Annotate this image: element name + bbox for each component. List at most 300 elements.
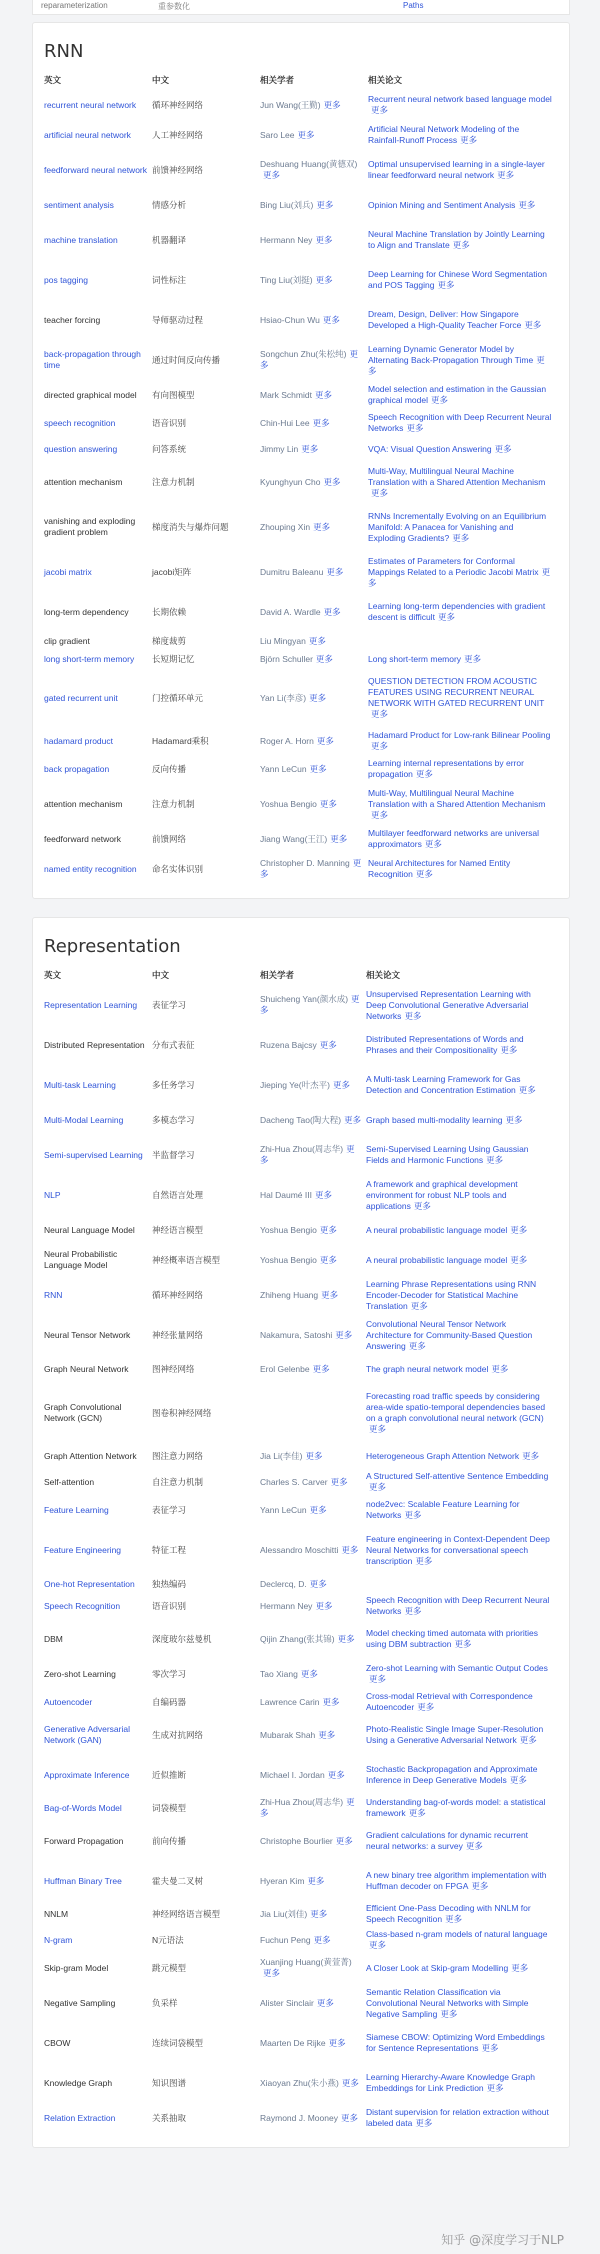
scholar-name[interactable]: Songchun Zhu(朱松纯): [260, 349, 347, 359]
scholar-more-link[interactable]: 更多: [327, 1769, 345, 1780]
paper-more-link[interactable]: 更多: [511, 1962, 529, 1973]
paper-more-link[interactable]: 更多: [505, 1114, 523, 1125]
paper-title-link[interactable]: Convolutional Neural Tensor Network Architecture for Community-Based Question Answering: [366, 1318, 533, 1351]
scholar-more-link[interactable]: 更多: [316, 199, 334, 210]
term-en[interactable]: long short-term memory: [44, 653, 135, 664]
paper-title-link[interactable]: A Structured Self-attentive Sentence Embedding: [366, 1471, 549, 1481]
paper-title-link[interactable]: Hadamard Product for Low-rank Bilinear Pooling: [368, 730, 551, 740]
scholar-more-link[interactable]: 更多: [309, 692, 327, 703]
scholar-more-link[interactable]: 更多: [305, 1450, 323, 1461]
paper-more-link[interactable]: 更多: [415, 869, 433, 879]
scholar-more-link[interactable]: 更多: [321, 1289, 339, 1300]
scholar-name[interactable]: Christophe Bourlier: [260, 1835, 333, 1846]
paper-more-link[interactable]: 更多: [491, 1363, 509, 1374]
scholar-more-link[interactable]: 更多: [323, 99, 341, 110]
table-header-row: [44, 967, 556, 985]
paper-more-link[interactable]: 更多: [368, 566, 551, 588]
paper-cell: [368, 552, 556, 592]
scholar-cell: [260, 1525, 366, 1575]
scholar-name[interactable]: Jia Li(李佳): [260, 1450, 303, 1461]
paper-more-link[interactable]: 更多: [369, 1482, 387, 1492]
term-zh: 表征学习: [152, 1504, 187, 1515]
scholar-cell: [260, 552, 368, 592]
paper-title-link[interactable]: node2vec: Scalable Feature Learning for Networks: [366, 1499, 520, 1520]
scholar-more-link[interactable]: 更多: [315, 234, 333, 245]
scholar-name[interactable]: Yann LeCun: [260, 1504, 307, 1515]
scholar-cell: [260, 1953, 366, 1983]
term-en[interactable]: hadamard product: [44, 735, 113, 746]
paper-title-link[interactable]: Long short-term memory: [368, 653, 462, 664]
paper-more-link[interactable]: 更多: [440, 2008, 458, 2019]
scholar-name[interactable]: David A. Wardle: [260, 606, 321, 617]
paper-more-link[interactable]: 更多: [452, 240, 470, 250]
paper-title-link[interactable]: A neural probabilistic language model: [366, 1224, 508, 1235]
scholar-cell: [260, 2063, 366, 2103]
term-zh: 图注意力网络: [152, 1450, 204, 1461]
scholar-cell: [260, 1105, 366, 1135]
scholar-more-link[interactable]: 更多: [319, 1224, 337, 1235]
paper-more-link[interactable]: 更多: [408, 1340, 426, 1351]
paper-title-link[interactable]: Graph based multi-modality learning: [366, 1114, 503, 1125]
paper-title-link[interactable]: Estimates of Parameters for Conformal Mappings Related to a Periodic Jacobi Matrix: [368, 555, 539, 577]
paper-cell: [366, 1215, 556, 1245]
scholar-name[interactable]: Fuchun Peng: [260, 1934, 311, 1945]
scholar-name[interactable]: Lawrence Carin: [260, 1696, 320, 1707]
paper-title-link[interactable]: Learning Hierarchy-Aware Knowledge Graph Embeddings for Link Prediction: [366, 2072, 535, 2093]
scholar-cell: [260, 1245, 366, 1275]
paper-more-link[interactable]: 更多: [408, 1808, 426, 1818]
term-en: teacher forcing: [44, 314, 101, 325]
term-en: Graph Attention Network: [44, 1450, 137, 1461]
term-en[interactable]: feedforward neural network: [44, 164, 148, 175]
term-en[interactable]: Multi-task Learning: [44, 1079, 116, 1090]
header-scholar: 相关学者: [260, 75, 295, 85]
paper-title-link[interactable]: Unsupervised Representation Learning with Deep Convolutional Generative Adversarial Networks: [366, 988, 531, 1021]
scholar-more-link[interactable]: 更多: [260, 1144, 355, 1165]
scholar-name[interactable]: Zhouping Xin: [260, 521, 311, 532]
paper-more-link[interactable]: 更多: [518, 199, 536, 210]
scholar-more-link[interactable]: 更多: [263, 170, 281, 180]
scholar-name[interactable]: Yan Li(李彦): [260, 692, 307, 703]
paper-title-link[interactable]: Photo-Realistic Single Image Super-Resolution Using a Generative Adversarial Network: [366, 1724, 544, 1745]
term-zh: 注意力机制: [152, 798, 195, 809]
scholar-more-link[interactable]: 更多: [330, 1476, 348, 1487]
term-en[interactable]: One-hot Representation: [44, 1578, 135, 1589]
paper-more-link[interactable]: 更多: [510, 1254, 528, 1265]
scholar-name[interactable]: Jun Wang(王勤): [260, 99, 321, 110]
paper-cell: [368, 190, 556, 220]
scholar-name[interactable]: Hal Daumé III: [260, 1189, 312, 1200]
scholar-more-link[interactable]: 更多: [260, 994, 360, 1015]
paper-title-link[interactable]: Dream, Design, Deliver: How Singapore Developed a High-Quality Teacher Force: [368, 309, 522, 330]
scholar-name[interactable]: Raymond J. Mooney: [260, 2112, 338, 2123]
paper-title-link[interactable]: A framework and graphical development environment for robust NLP tools and applications: [366, 1178, 518, 1211]
paper-title-link[interactable]: Semantic Relation Classification via Convolutional Neural Networks with Simple Negative Sampling: [366, 1986, 529, 2019]
paper-cell: [368, 340, 556, 380]
paper-more-link[interactable]: 更多: [500, 1045, 518, 1055]
scholar-more-link[interactable]: 更多: [315, 1600, 333, 1611]
scholar-more-link[interactable]: 更多: [313, 521, 331, 532]
paper-title-link[interactable]: Forecasting road traffic speeds by considering area-wide spatio-temporal dependencies based on a graph convolutional neural network (GCN): [366, 1391, 546, 1423]
scholar-name[interactable]: Christopher D. Manning: [260, 858, 350, 868]
scholar-more-link[interactable]: 更多: [316, 735, 334, 746]
scholar-more-link[interactable]: 更多: [318, 1729, 336, 1740]
scholar-cell: [260, 1215, 366, 1245]
scholar-name[interactable]: Alister Sinclair: [260, 1997, 314, 2008]
scholar-more-link[interactable]: 更多: [335, 1329, 353, 1340]
scholar-name[interactable]: Ting Liu(刘挺): [260, 274, 313, 285]
paper-cell: [366, 1275, 556, 1315]
table-row: [44, 220, 556, 260]
scholar-more-link[interactable]: 更多: [314, 389, 332, 400]
scholar-name[interactable]: Chin-Hui Lee: [260, 417, 310, 428]
paper-title-link[interactable]: Distributed Representations of Words and Phrases and their Compositionality: [366, 1034, 524, 1055]
paper-more-link[interactable]: 更多: [410, 1300, 428, 1311]
paper-title-link[interactable]: Deep Learning for Chinese Word Segmentation and POS Tagging: [368, 269, 547, 290]
scholar-name[interactable]: Jiang Wang(王江): [260, 833, 328, 844]
scholar-more-link[interactable]: 更多: [341, 2077, 359, 2088]
scholar-name[interactable]: Roger A. Horn: [260, 735, 314, 746]
scholar-name[interactable]: Bing Liu(刘兵): [260, 199, 314, 210]
paper-title-link[interactable]: Learning Phrase Representations using RNN Encoder-Decoder for Statistical Machine Translation: [366, 1278, 537, 1311]
paper-more-link[interactable]: 更多: [494, 443, 512, 454]
paper-more-link[interactable]: 更多: [371, 809, 389, 820]
term-en[interactable]: Representation Learning: [44, 999, 138, 1010]
scholar-name[interactable]: Charles S. Carver: [260, 1476, 328, 1487]
scholar-more-link[interactable]: 更多: [308, 635, 326, 646]
scholar-name[interactable]: Declercq, D.: [260, 1578, 307, 1589]
paper-cell: [368, 784, 556, 824]
term-en[interactable]: back-propagation through time: [44, 349, 141, 370]
paper-more-link[interactable]: 更多: [481, 2043, 499, 2053]
paper-more-link[interactable]: 更多: [497, 170, 515, 180]
scholar-name[interactable]: Hsiao-Chun Wu: [260, 314, 320, 325]
paper-more-link[interactable]: 更多: [404, 1510, 422, 1520]
paper-more-link[interactable]: 更多: [404, 1606, 422, 1616]
paper-title-link[interactable]: Learning long-term dependencies with gradient descent is difficult: [368, 601, 546, 622]
watermark: 知乎 @深度学习于NLP: [441, 2233, 564, 2247]
scholar-more-link[interactable]: 更多: [340, 2112, 358, 2123]
scholar-name[interactable]: Ruzena Bajcsy: [260, 1039, 317, 1050]
paper-title-link[interactable]: Understanding bag-of-words model: a statistical framework: [366, 1797, 546, 1818]
scholar-name[interactable]: Zhi-Hua Zhou(周志华): [260, 1144, 344, 1154]
scholar-name[interactable]: Deshuang Huang(黄德双): [260, 159, 358, 169]
paper-title-link[interactable]: A Multi-task Learning Framework for Gas Detection and Concentration Estimation: [366, 1074, 521, 1095]
scholar-name[interactable]: Hyeran Kim: [260, 1875, 305, 1886]
scholar-more-link[interactable]: 更多: [328, 2037, 346, 2048]
paper-title-link[interactable]: Artificial Neural Network Modeling of the Rainfall-Runoff Process: [368, 124, 520, 145]
section-title: RNN: [44, 41, 84, 62]
scholar-more-link[interactable]: 更多: [315, 653, 333, 664]
paper-title-link[interactable]: Class-based n-gram models of natural language: [366, 1929, 548, 1939]
paper-more-link[interactable]: 更多: [452, 532, 470, 543]
scholar-more-link[interactable]: 更多: [337, 1633, 355, 1644]
scholar-name[interactable]: Tao Xiang: [260, 1668, 298, 1679]
table-row: [44, 592, 556, 632]
scholar-more-link[interactable]: 更多: [312, 1363, 330, 1374]
table-row: [44, 1755, 556, 1795]
paper-more-link[interactable]: 更多: [464, 653, 482, 664]
scholar-more-link[interactable]: 更多: [322, 1696, 340, 1707]
paper-more-link[interactable]: 更多: [415, 1555, 433, 1566]
scholar-name[interactable]: Mubarak Shah: [260, 1729, 316, 1740]
scholar-more-link[interactable]: 更多: [319, 1039, 337, 1050]
paper-more-link[interactable]: 更多: [522, 1450, 540, 1461]
scholar-cell: [260, 1619, 366, 1659]
paper-title-link[interactable]: Efficient One-Pass Decoding with NNLM for Speech Recognition: [366, 1903, 531, 1924]
scholar-name[interactable]: Liu Mingyan: [260, 635, 306, 646]
paper-title-link[interactable]: Multi-Way, Multilingual Neural Machine Translation with a Shared Attention Mechanism: [368, 787, 546, 809]
scholar-name[interactable]: Alessandro Moschitti: [260, 1544, 339, 1555]
paper-more-link[interactable]: 更多: [371, 709, 389, 719]
paper-title-link[interactable]: Optimal unsupervised learning in a single-layer linear feedforward neural network: [368, 159, 545, 180]
scholar-name[interactable]: Erol Gelenbe: [260, 1363, 310, 1374]
paper-more-link[interactable]: 更多: [437, 612, 455, 622]
paper-more-link[interactable]: 更多: [371, 741, 389, 751]
term-en[interactable]: Generative Adversarial Network (GAN): [44, 1724, 130, 1745]
term-en[interactable]: NLP: [44, 1189, 61, 1200]
paper-title-link[interactable]: The graph neural network model: [366, 1363, 489, 1374]
scholar-more-link[interactable]: 更多: [315, 274, 333, 285]
paper-more-link[interactable]: 更多: [471, 1881, 489, 1891]
term-en[interactable]: speech recognition: [44, 417, 116, 428]
paper-more-link[interactable]: 更多: [371, 487, 389, 498]
paper-title-link[interactable]: Model selection and estimation in the Gaussian graphical model: [368, 384, 547, 405]
scholar-more-link[interactable]: 更多: [335, 1835, 353, 1846]
scholar-name[interactable]: Zhi-Hua Zhou(周志华): [260, 1797, 344, 1807]
paper-more-link[interactable]: 更多: [368, 354, 545, 376]
term-en[interactable]: RNN: [44, 1289, 63, 1300]
glossary-table: [44, 967, 556, 2133]
scholar-more-link[interactable]: 更多: [332, 1079, 350, 1090]
scholar-name[interactable]: Yoshua Bengio: [260, 1254, 317, 1265]
term-en[interactable]: Relation Extraction: [44, 2112, 116, 2123]
term-en[interactable]: Huffman Binary Tree: [44, 1875, 122, 1886]
paper-title-link[interactable]: Neural Architectures for Named Entity Recognition: [368, 858, 511, 879]
term-zh: 问答系统: [152, 443, 187, 454]
paper-cell: [368, 728, 556, 754]
paper-more-link[interactable]: 更多: [406, 423, 424, 433]
term-en[interactable]: back propagation: [44, 763, 110, 774]
paper-more-link[interactable]: 更多: [424, 839, 442, 849]
term-en[interactable]: sentiment analysis: [44, 199, 114, 210]
paper-more-link[interactable]: 更多: [486, 2083, 504, 2093]
paper-more-link[interactable]: 更多: [371, 105, 389, 115]
scholar-name[interactable]: Kyunghyun Cho: [260, 476, 321, 487]
term-en[interactable]: Multi-Modal Learning: [44, 1114, 124, 1125]
scholar-name[interactable]: Nakamura, Satoshi: [260, 1329, 333, 1340]
scholar-name[interactable]: Xuanjing Huang(黄萱菁): [260, 1957, 352, 1967]
term-en[interactable]: machine translation: [44, 234, 118, 245]
scholar-name[interactable]: Qijin Zhang(张其锦): [260, 1633, 335, 1644]
paper-title-link[interactable]: Opinion Mining and Sentiment Analysis: [368, 199, 516, 210]
paper-more-link[interactable]: 更多: [465, 1841, 483, 1851]
term-en[interactable]: N-gram: [44, 1934, 73, 1945]
paper-more-link[interactable]: 更多: [509, 1775, 527, 1785]
scholar-name[interactable]: Mark Schmidt: [260, 389, 312, 400]
paper-title-link[interactable]: Cross-modal Retrieval with Correspondence Autoencoder: [366, 1691, 533, 1712]
scholar-name[interactable]: Jia Liu(刘佳): [260, 1908, 308, 1919]
paper-title-link[interactable]: Heterogeneous Graph Attention Network: [366, 1450, 520, 1461]
scholar-more-link[interactable]: 更多: [322, 314, 340, 325]
term-en[interactable]: pos tagging: [44, 274, 88, 285]
scholar-more-link[interactable]: 更多: [260, 349, 358, 370]
scholar-name[interactable]: Yoshua Bengio: [260, 1224, 317, 1235]
paper-title-link[interactable]: Semi-Supervised Learning Using Gaussian Fields and Harmonic Functions: [366, 1144, 529, 1165]
paper-title-link[interactable]: VQA: Visual Question Answering: [368, 443, 492, 454]
paper-more-link[interactable]: 更多: [510, 1224, 528, 1235]
scholar-more-link[interactable]: 更多: [260, 1797, 355, 1818]
scholar-cell: [260, 90, 368, 120]
paper-title-link[interactable]: Learning internal representations by error propagation: [368, 758, 524, 779]
paper-title-link[interactable]: Neural Machine Translation by Jointly Learning to Align and Translate: [368, 229, 545, 250]
paper-title-link[interactable]: Zero-shot Learning with Semantic Output Codes: [366, 1663, 548, 1673]
term-en[interactable]: artificial neural network: [44, 129, 131, 140]
term-en: Graph Neural Network: [44, 1363, 129, 1374]
term-en[interactable]: jacobi matrix: [44, 566, 92, 577]
scholar-name[interactable]: Dumitru Baleanu: [260, 566, 324, 577]
prev-row-zh: 重参数化: [158, 2, 190, 11]
scholar-name[interactable]: Zhiheng Huang: [260, 1289, 319, 1300]
paper-more-link[interactable]: 更多: [486, 1155, 504, 1165]
term-en[interactable]: Approximate Inference: [44, 1769, 130, 1780]
scholar-name[interactable]: Jieping Ye(叶杰平): [260, 1079, 330, 1090]
paper-more-link[interactable]: 更多: [369, 1940, 387, 1950]
paper-more-link[interactable]: 更多: [431, 395, 449, 405]
scholar-more-link[interactable]: 更多: [314, 1189, 332, 1200]
paper-more-link[interactable]: 更多: [437, 280, 455, 290]
paper-more-link[interactable]: 更多: [413, 1200, 431, 1211]
term-en[interactable]: question answering: [44, 443, 118, 454]
scholar-more-link[interactable]: 更多: [313, 1934, 331, 1945]
scholar-name[interactable]: Yann LeCun: [260, 763, 307, 774]
paper-title-link[interactable]: Speech Recognition with Deep Recurrent Neural Networks: [368, 412, 552, 433]
term-en[interactable]: Bag-of-Words Model: [44, 1802, 122, 1813]
term-zh: 门控循环单元: [152, 692, 204, 703]
term-en: vanishing and exploding gradient problem: [44, 516, 136, 537]
scholar-more-link[interactable]: 更多: [260, 858, 362, 879]
scholar-more-link[interactable]: 更多: [309, 1578, 327, 1589]
scholar-more-link[interactable]: 更多: [319, 798, 337, 809]
paper-title-link[interactable]: Feature engineering in Context-Dependent Deep Neural Networks for conversational speech transcription: [366, 1533, 550, 1566]
scholar-cell: [260, 1315, 366, 1355]
paper-more-link[interactable]: 更多: [524, 320, 542, 330]
paper-title-link[interactable]: Siamese CBOW: Optimizing Word Embeddings for Sentence Representations: [366, 2032, 545, 2053]
paper-cell: [368, 650, 556, 668]
scholar-name[interactable]: Hermann Ney: [260, 234, 313, 245]
term-en: Negative Sampling: [44, 1997, 116, 2008]
scholar-name[interactable]: Michael I. Jordan: [260, 1769, 325, 1780]
term-en[interactable]: Autoencoder: [44, 1696, 93, 1707]
scholar-cell: [260, 1659, 366, 1689]
paper-title-link[interactable]: A new binary tree algorithm implementation with Huffman decoder on FPGA: [366, 1870, 547, 1891]
term-zh: 词袋模型: [152, 1802, 187, 1813]
paper-cell: [366, 1525, 556, 1575]
scholar-more-link[interactable]: 更多: [326, 566, 344, 577]
table-row: [44, 1525, 556, 1575]
scholar-more-link[interactable]: 更多: [316, 1997, 334, 2008]
scholar-more-link[interactable]: 更多: [344, 1114, 362, 1125]
paper-more-link[interactable]: 更多: [518, 1085, 536, 1095]
paper-more-link[interactable]: 更多: [369, 1674, 387, 1684]
scholar-name[interactable]: Shuicheng Yan(颜水成): [260, 994, 349, 1004]
paper-title-link[interactable]: Multilayer feedforward networks are universal approximators: [368, 828, 540, 849]
paper-title-link[interactable]: RNNs Incrementally Evolving on an Equilibrium Manifold: A Panacea for Vanishing and Exploding Gradients?: [368, 510, 547, 543]
scholar-name[interactable]: Maarten De Rijke: [260, 2037, 326, 2048]
scholar-more-link[interactable]: 更多: [330, 833, 348, 844]
term-en[interactable]: named entity recognition: [44, 863, 137, 874]
paper-more-link[interactable]: 更多: [460, 135, 478, 145]
scholar-more-link[interactable]: 更多: [312, 417, 330, 428]
paper-title-link[interactable]: A Closer Look at Skip-gram Modelling: [366, 1962, 509, 1973]
term-en[interactable]: recurrent neural network: [44, 99, 137, 110]
scholar-name[interactable]: Saro Lee: [260, 129, 295, 140]
table-row: [44, 1315, 556, 1355]
scholar-more-link[interactable]: 更多: [310, 1908, 328, 1919]
paper-more-link[interactable]: 更多: [454, 1639, 472, 1649]
paper-more-link[interactable]: 更多: [415, 2118, 433, 2128]
scholar-more-link[interactable]: 更多: [323, 606, 341, 617]
term-en[interactable]: Feature Learning: [44, 1504, 109, 1515]
scholar-cell: [260, 1383, 366, 1443]
scholar-cell: [260, 340, 368, 380]
paper-more-link[interactable]: 更多: [519, 1735, 537, 1745]
scholar-more-link[interactable]: 更多: [263, 1968, 281, 1978]
term-en[interactable]: Semi-supervised Learning: [44, 1149, 143, 1160]
paper-more-link[interactable]: 更多: [445, 1914, 463, 1924]
scholar-name[interactable]: Yoshua Bengio: [260, 798, 317, 809]
paper-title-link[interactable]: Gradient calculations for dynamic recurrent neural networks: a survey: [366, 1830, 529, 1851]
term-zh: 情感分析: [152, 199, 187, 210]
paper-title-link[interactable]: Stochastic Backpropagation and Approximate Inference in Deep Generative Models: [366, 1764, 538, 1785]
scholar-more-link[interactable]: 更多: [341, 1544, 359, 1555]
scholar-name[interactable]: Dacheng Tao(陶大程): [260, 1114, 342, 1125]
table-row: [44, 1105, 556, 1135]
term-en[interactable]: gated recurrent unit: [44, 692, 118, 703]
scholar-more-link[interactable]: 更多: [297, 129, 315, 140]
paper-title-link[interactable]: QUESTION DETECTION FROM ACOUSTIC FEATURES USING RECURRENT NEURAL NETWORK WITH GATED RECURRENT UNIT: [368, 676, 545, 708]
paper-more-link[interactable]: 更多: [404, 1010, 422, 1021]
scholar-more-link[interactable]: 更多: [309, 763, 327, 774]
scholar-name[interactable]: Jimmy Lin: [260, 443, 299, 454]
scholar-more-link[interactable]: 更多: [309, 1504, 327, 1515]
paper-title-link[interactable]: Recurrent neural network based language model: [368, 94, 552, 104]
term-en[interactable]: Speech Recognition: [44, 1600, 121, 1611]
table-row: [44, 1469, 556, 1495]
scholar-name[interactable]: Xiaoyan Zhu(朱小燕): [260, 2077, 339, 2088]
scholar-more-link[interactable]: 更多: [319, 1254, 337, 1265]
scholar-name[interactable]: Björn Schuller: [260, 653, 313, 664]
scholar-more-link[interactable]: 更多: [323, 476, 341, 487]
paper-title-link[interactable]: Model checking timed automata with priorities using DBM subtraction: [366, 1628, 538, 1649]
paper-cell: [368, 410, 556, 436]
paper-title-link[interactable]: Speech Recognition with Deep Recurrent Neural Networks: [366, 1595, 550, 1616]
paper-cell: [366, 1065, 556, 1105]
scholar-more-link[interactable]: 更多: [307, 1875, 325, 1886]
scholar-more-link[interactable]: 更多: [300, 1668, 318, 1679]
paper-more-link[interactable]: 更多: [369, 1424, 387, 1434]
scholar-more-link[interactable]: 更多: [301, 443, 319, 454]
paper-title-link[interactable]: Learning Dynamic Generator Model by Alternating Back-Propagation Through Time: [368, 343, 534, 365]
prev-row-paper[interactable]: Paths: [403, 1, 424, 10]
term-en[interactable]: Feature Engineering: [44, 1544, 122, 1555]
paper-title-link[interactable]: Multi-Way, Multilingual Neural Machine Translation with a Shared Attention Mechanism: [368, 465, 546, 487]
paper-more-link[interactable]: 更多: [417, 1702, 435, 1712]
paper-title-link[interactable]: Distant supervision for relation extraction without labeled data: [366, 2107, 549, 2128]
paper-more-link[interactable]: 更多: [415, 769, 433, 779]
scholar-name[interactable]: Hermann Ney: [260, 1600, 313, 1611]
paper-title-link[interactable]: A neural probabilistic language model: [366, 1254, 508, 1265]
